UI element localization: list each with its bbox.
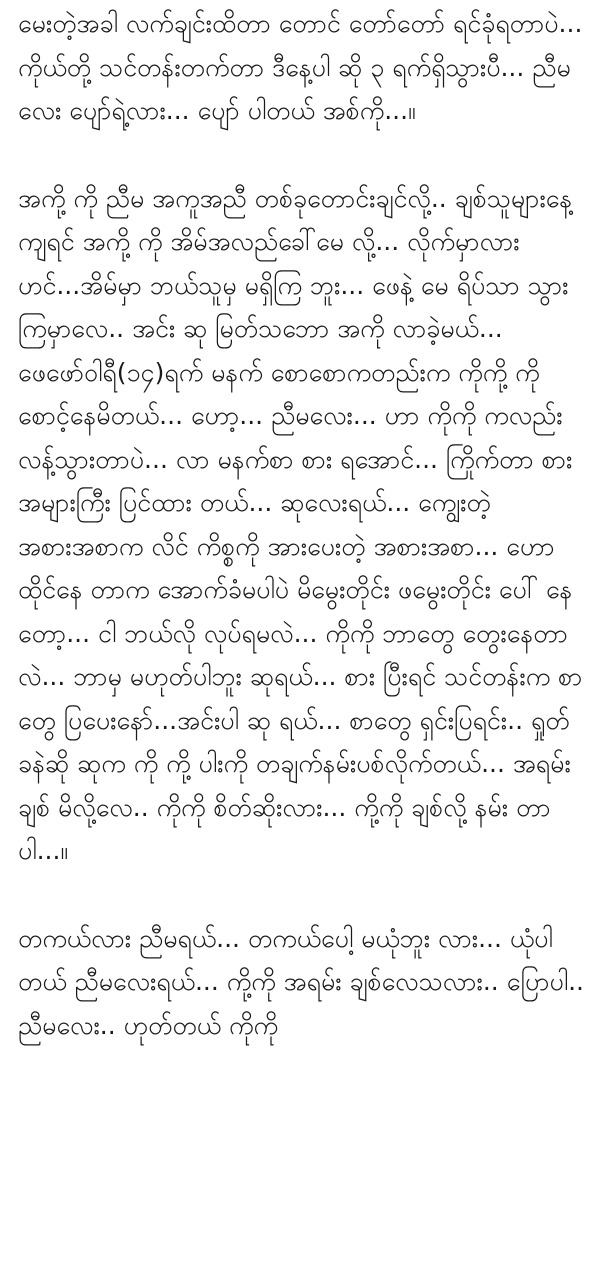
paragraph-2: အကို့ ကို ညီမ အကူအညီ တစ်ခုတောင်းချင်လို့.. ချစ်သူများနေ့ ကျရင် အကို့ ကို အိမ်အလည်ခေါ်မေ လို့... လိုက်မှာလားဟင်...အိမ်မှာ ဘယ်သူမှ မရှိကြ ဘူး... ဖေနဲ့ မေ ရိပ်သာ သွားကြမှာလေ.. အင်း ဆု မြတ်သဘော အကို လာခဲ့မယ်... ဖေဖော်ဝါရီ(၁၄)ရက် မနက် စောစောကတည်းက ကိုကို့ ကို စောင့်နေမိတယ်... ဟော့... ညီမလေး... ဟာ ကိုကို ကလည်း လန့်သွားတာပဲ... လာ မနက်စာ စား ရအောင်... ကြိုက်တာ စား အများကြီး ပြင်ထား တယ်... ဆုလေးရယ်... ကျွေးတဲ့အစားအစာက လိင် ကိစ္စကို အားပေးတဲ့ အစားအစာ... ဟော ထိုင်နေ တာက အောက်ခံမပါပဲ မိမွေးတိုင်း ဖမွေးတိုင်း ပေါ် နေတော့... ငါ ဘယ်လို လုပ်ရမလဲ... ကိုကို ဘာတွေ တွေးနေတာလဲ... ဘာမှ မဟုတ်ပါဘူး ဆုရယ်... စား ပြီးရင် သင်တန်းက စာတွေ ပြပေးနော်...အင်းပါ ဆု ရယ်... စာတွေ ရှင်းပြရင်း.. ရှုတ် ခနဲဆို ဆုက ကို ကို့ ပါးကို တချက်နမ်းပစ်လိုက်တယ်... အရမ်းချစ် မိလို့လေ.. ကိုကို စိတ်ဆိုးလား... ကို့ကို ချစ်လို့ နမ်း တာပါ...။ — [18, 183, 583, 865]
paragraph-1: မေးတဲ့အခါ လက်ချင်းထိတာ တောင် တော်တော် ရင်ခုံရတာပဲ... ကိုယ်တို့ သင်တန်းတက်တာ ဒီနေ့ပါ ဆို ၃ ရက်ရှိသွားပီ... ညီမလေး ပျော်ရဲ့လား... ပျော် ပါတယ် အစ်ကို...။ — [18, 9, 583, 125]
paragraph-spacer — [18, 133, 588, 177]
paragraph-spacer — [18, 873, 588, 917]
paragraph-3: တကယ်လား ညီမရယ်... တကယ်ပေါ့ မယုံဘူး လား... ယုံပါတယ် ညီမလေးရယ်... ကို့ကို အရမ်း ချစ်လေသလား.. ပြောပါ.. ညီမလေး.. ဟုတ်တယ် ကိုကို — [18, 923, 584, 1040]
